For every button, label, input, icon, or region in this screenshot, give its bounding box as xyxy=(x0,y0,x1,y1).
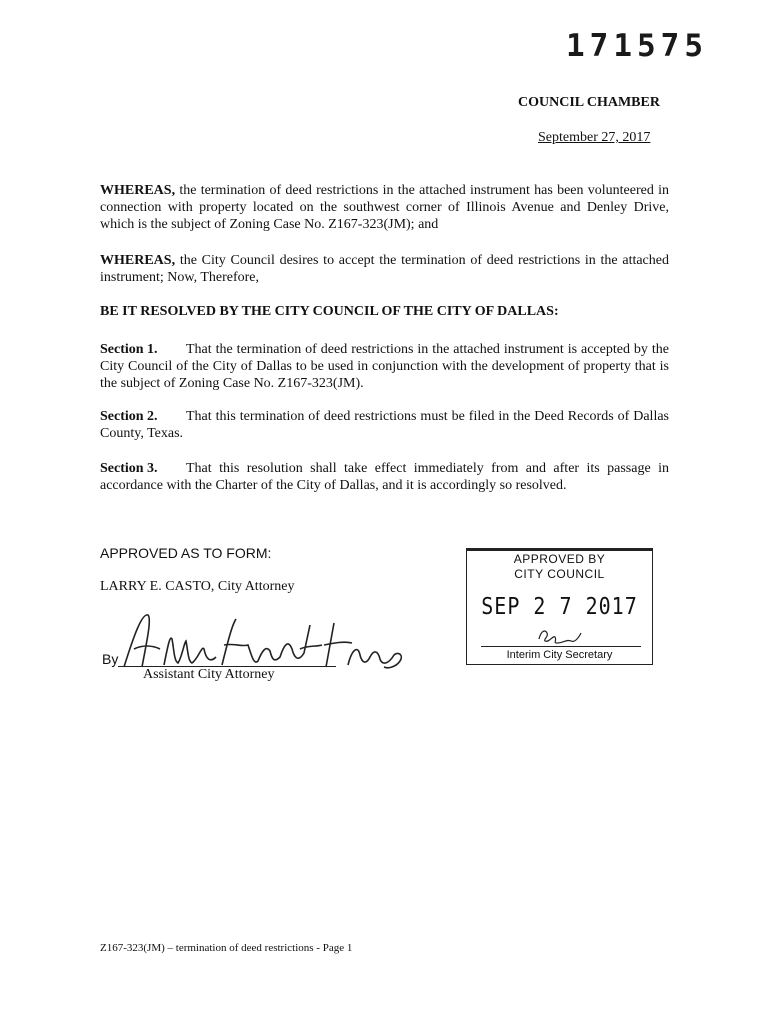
stamp-approved-by: APPROVED BY xyxy=(513,552,606,566)
section-2 xyxy=(100,408,669,442)
section-text: That this termination of deed restrictions must be filed in the Deed Records of Dallas County, Texas. xyxy=(100,409,669,441)
page-footer: Z167-323(JM) – termination of deed restrictions - Page 1 xyxy=(100,942,353,954)
whereas-paragraph-2 xyxy=(100,252,669,286)
stamp-initials-signature xyxy=(535,625,585,647)
approved-as-to-form: APPROVED AS TO FORM: xyxy=(100,545,272,561)
section-1 xyxy=(100,341,669,392)
section-text: That this resolution shall take effect immediately from and after its passage in accordance with the Charter of the City of Dallas, and it is accordingly so resolved. xyxy=(100,461,669,493)
stamp-top-border xyxy=(467,549,652,551)
section-label: Section 3. xyxy=(100,461,158,476)
city-attorney-name: LARRY E. CASTO, City Attorney xyxy=(100,579,295,594)
resolved-heading: BE IT RESOLVED BY THE CITY COUNCIL OF THE CITY OF DALLAS: xyxy=(100,304,559,319)
section-label: Section 2. xyxy=(100,409,158,424)
stamp-interim-secretary: Interim City Secretary xyxy=(506,649,613,661)
whereas-paragraph-1 xyxy=(100,182,669,233)
by-label: By xyxy=(102,651,119,667)
stamp-signature-line xyxy=(481,646,641,647)
whereas-lead: WHEREAS, xyxy=(100,183,176,198)
assistant-city-attorney: Assistant City Attorney xyxy=(143,667,275,682)
attorney-signature xyxy=(112,605,412,675)
whereas-text: the City Council desires to accept the termination of deed restrictions in the attached instrument; Now, Therefore, xyxy=(100,253,669,285)
approval-stamp xyxy=(466,548,653,665)
section-label: Section 1. xyxy=(100,342,158,357)
whereas-lead: WHEREAS, xyxy=(100,253,176,268)
stamp-city-council: CITY COUNCIL xyxy=(514,567,605,581)
resolution-date: September 27, 2017 xyxy=(538,130,651,145)
resolution-number: 171575 xyxy=(566,28,708,64)
stamp-date: SEP 2 7 2017 xyxy=(481,592,638,620)
council-chamber-heading: COUNCIL CHAMBER xyxy=(518,95,660,110)
section-3 xyxy=(100,460,669,494)
whereas-text: the termination of deed restrictions in the attached instrument has been volunteered in connection with property located on the southwest corner of Illinois Avenue and Denley Drive, which is the subject of Zoning Case No. Z167-323(JM); and xyxy=(100,183,669,232)
section-text: That the termination of deed restrictions in the attached instrument is accepted by the City Council of the City of Dallas to be used in conjunction with the development of property that is the subject of Zoning Case No. Z167-323(JM). xyxy=(100,342,669,391)
